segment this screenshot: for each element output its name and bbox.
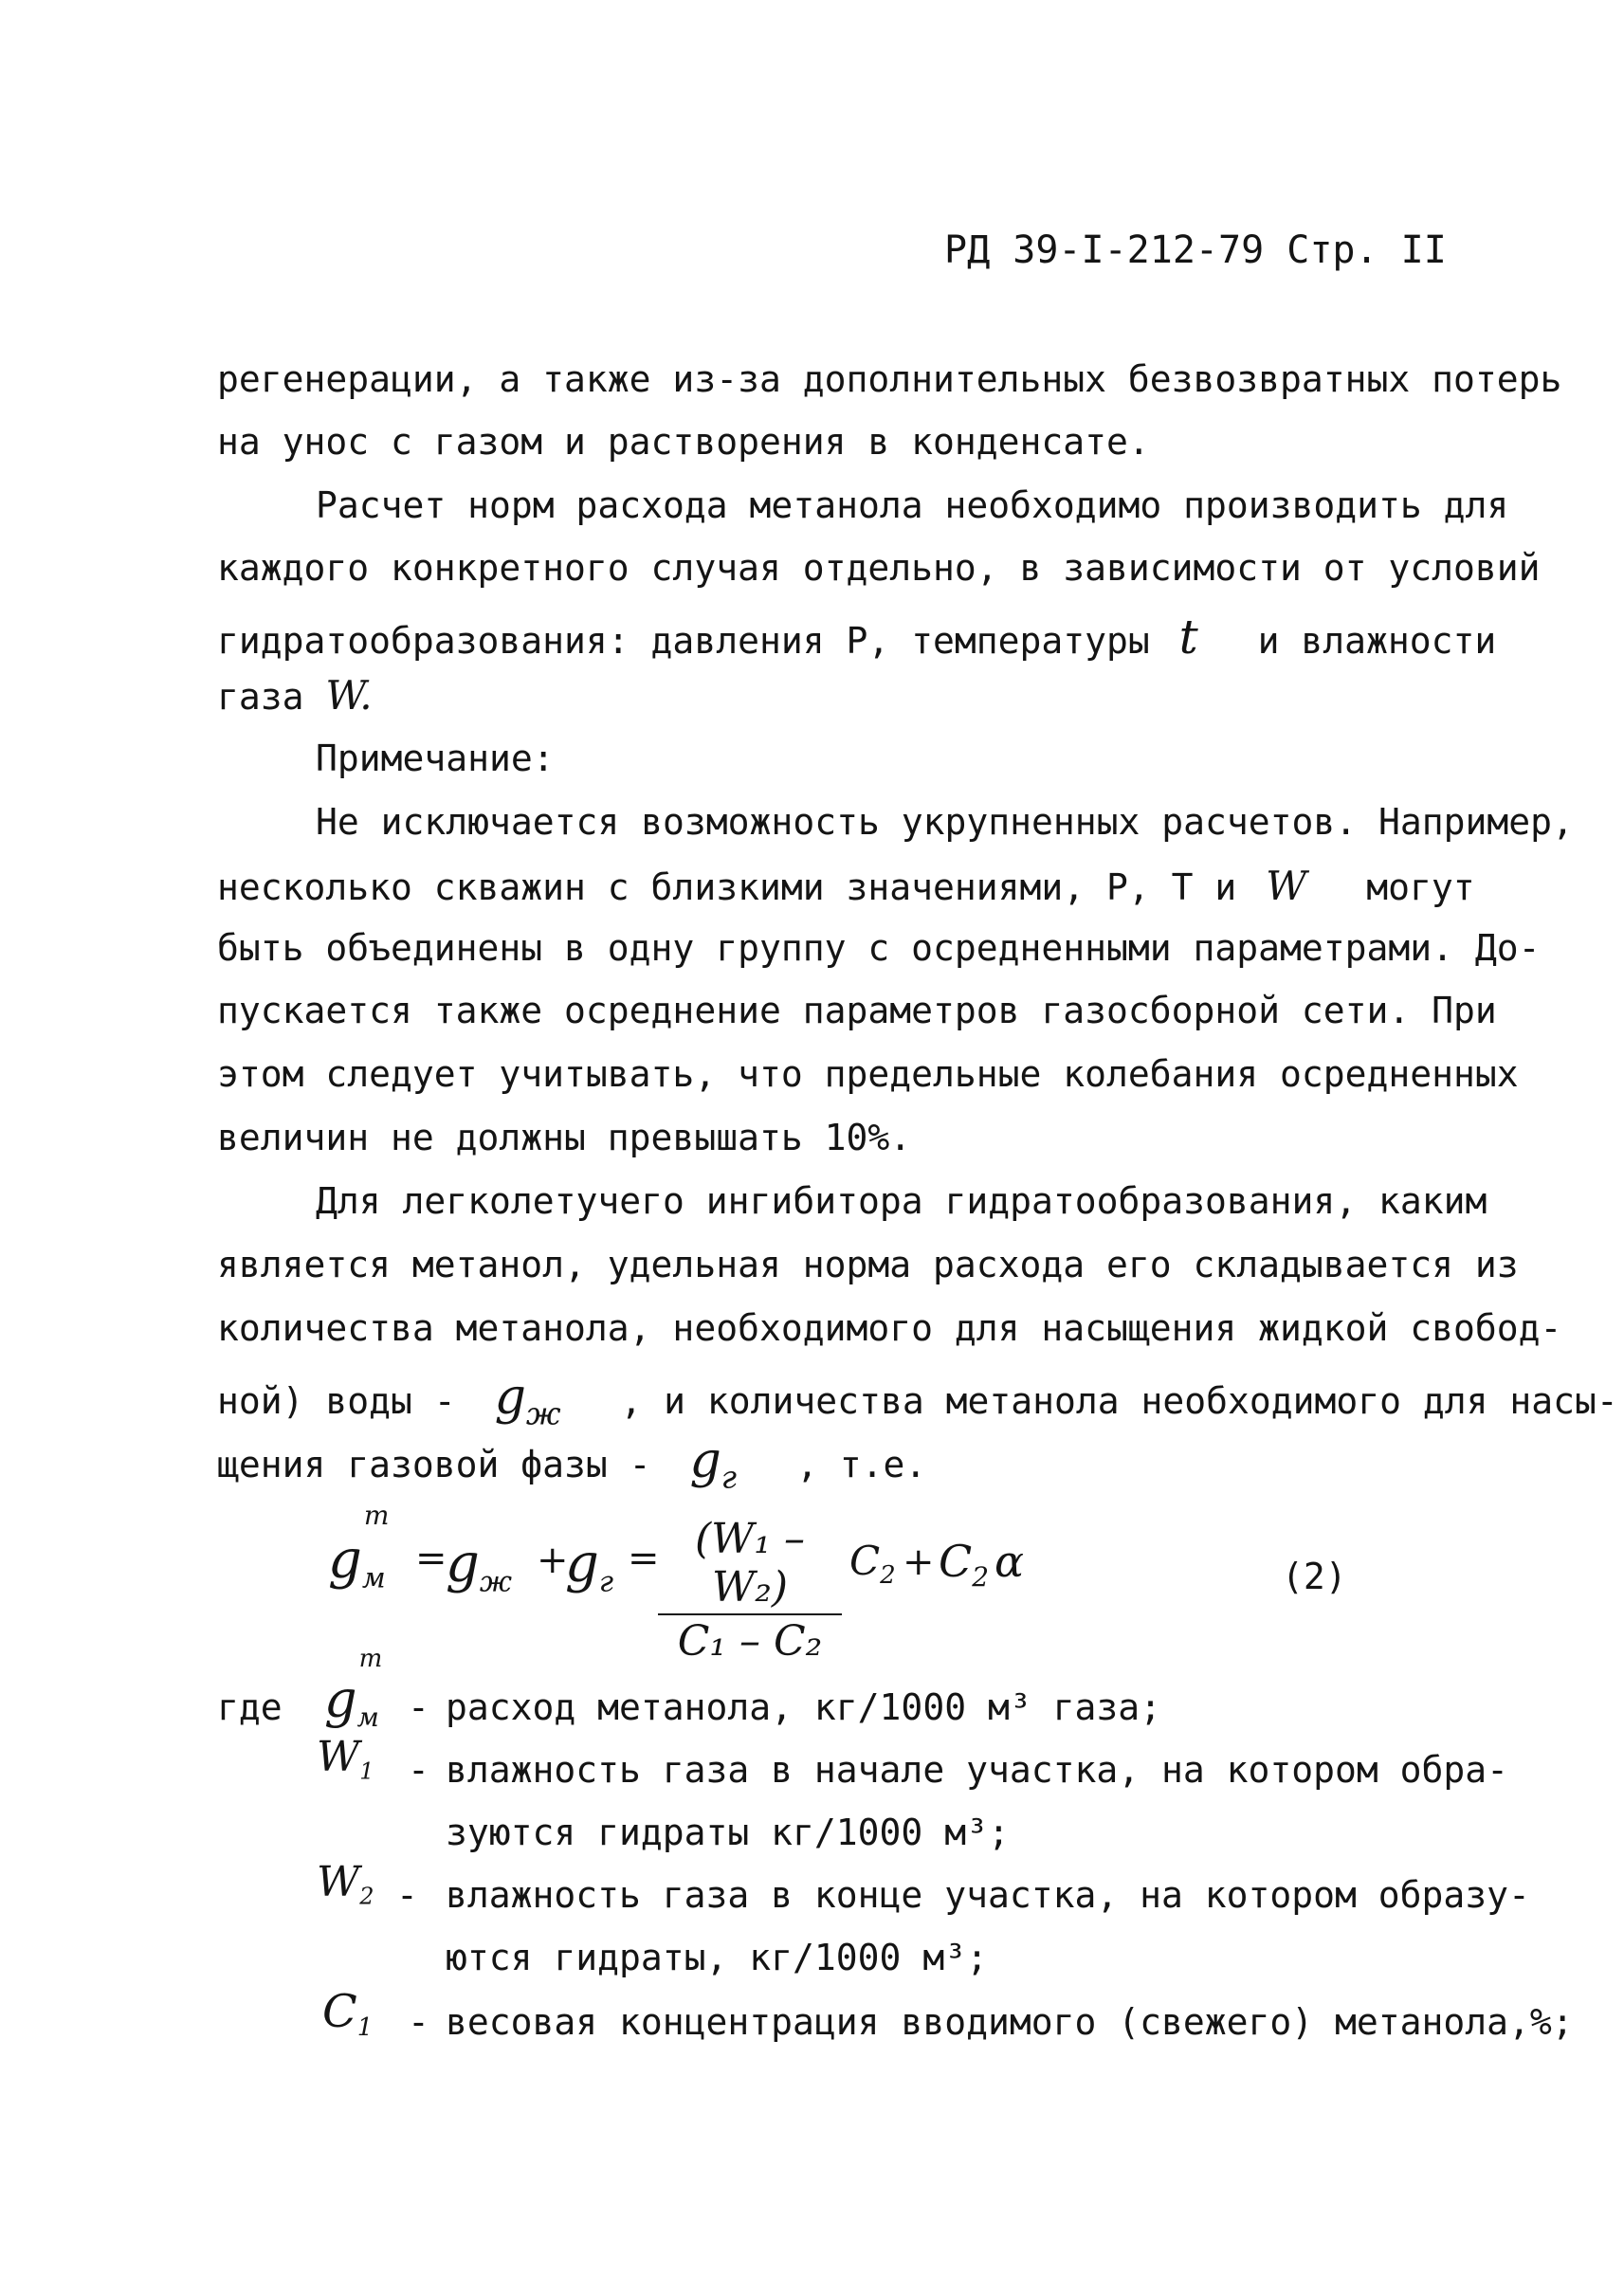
formula-eq1: = xyxy=(415,1537,447,1580)
note-line1: Не исключается возможность укрупненных расчетов. Например, xyxy=(316,801,1574,843)
formula-eq2: = xyxy=(628,1537,660,1580)
formula-c2: $C_2$ xyxy=(849,1538,896,1591)
symbol-w: W. xyxy=(325,672,373,719)
formula-fraction xyxy=(658,1515,842,1666)
def2-text-cont: зуются гидраты кг/1000 м³; xyxy=(446,1812,1010,1853)
symbol-w: W xyxy=(1266,863,1307,909)
formula-term-g-zh: $g_ж$ xyxy=(446,1533,512,1599)
def2-dash: - xyxy=(408,1749,429,1791)
symbol-g-g: $g_г$ xyxy=(689,1432,738,1496)
formula-plus1: + xyxy=(537,1539,569,1582)
def3-text-cont: ются гидраты, кг/1000 м³; xyxy=(446,1937,988,1978)
def3-symbol: $W_2$ xyxy=(317,1858,374,1910)
formula-number: (2) xyxy=(1282,1556,1347,1597)
def3-dash: - xyxy=(396,1874,418,1916)
para3-line2: является метанол, удельная норма расхода его складывается из xyxy=(217,1244,1519,1285)
para2-line3 xyxy=(217,610,1497,665)
para1-line1: регенерации, а также из-за дополнительных безвозвратных потерь xyxy=(217,358,1562,400)
def4-text: весовая концентрация вводимого (свежего) метанола,%; xyxy=(446,2001,1574,2043)
para3-line5-text-b: , т.е. xyxy=(795,1444,927,1485)
note-line5: этом следует учитывать, что предельные колебания осредненных xyxy=(217,1053,1519,1095)
note-line2 xyxy=(217,863,1475,909)
para3-line1: Для легколетучего ингибитора гидратообразования, каким xyxy=(316,1180,1487,1222)
def1-text: расход метанола, кг/1000 м³ газа; xyxy=(446,1686,1161,1728)
note-title: Примечание: xyxy=(316,738,555,779)
def4-symbol: $C_1$ xyxy=(322,1985,374,2043)
def1-dash: - xyxy=(408,1686,429,1728)
formula-c2-alpha: $C_2$ α xyxy=(939,1536,1025,1593)
para3-line4 xyxy=(217,1369,1618,1432)
note-line2-text-a: несколько скважин с близкими значениями, Р, Т и xyxy=(217,866,1237,908)
def4-dash: - xyxy=(408,2001,429,2043)
symbol-g-zh: $g_ж$ xyxy=(494,1369,561,1432)
def2-symbol: $W_1$ xyxy=(317,1733,374,1785)
symbol-t: t xyxy=(1178,610,1198,665)
note-line2-text-b: могут xyxy=(1366,866,1475,908)
para2-line4 xyxy=(217,672,373,719)
formula-fraction-bar xyxy=(658,1613,842,1615)
para2-line4-text: газа xyxy=(217,676,304,718)
formula-plus2: + xyxy=(903,1540,935,1584)
def2-text: влажность газа в начале участка, на котором обра- xyxy=(446,1749,1509,1791)
para3-line5-text-a: щения газовой фазы - xyxy=(217,1444,651,1485)
def3-text: влажность газа в конце участка, на котором образу- xyxy=(446,1874,1530,1916)
para3-line4-text-a: ной) воды - xyxy=(217,1380,456,1422)
note-line6: величин не должны превышать 10%. xyxy=(217,1117,912,1158)
para2-line2: каждого конкретного случая отдельно, в зависимости от условий xyxy=(217,547,1541,589)
formula-term-g-g: $g_г$ xyxy=(565,1533,614,1599)
para3-line4-text-b: , и количества метанола необходимого для насы- xyxy=(620,1380,1618,1422)
formula-lhs: g т $_м$ xyxy=(328,1500,390,1595)
note-line4: пускается также осреднение параметров газосборной сети. При xyxy=(217,990,1497,1031)
para2-line3-text-a: гидратообразования: давления Р, температуры xyxy=(217,620,1150,662)
para2-line1: Расчет норм расхода метанола необходимо производить для xyxy=(316,484,1509,526)
para2-line3-text-b: и влажности xyxy=(1257,620,1497,662)
para3-line3: количества метанола, необходимого для насыщения жидкой свобод- xyxy=(217,1307,1562,1349)
para1-line2: на унос с газом и растворения в конденсате. xyxy=(217,421,1150,463)
formula-numerator: (W₁ – W₂) xyxy=(694,1515,805,1612)
def1-symbol: g т $_м$ xyxy=(324,1645,383,1733)
page-header-code: РД 39-I-212-79 Стр. II xyxy=(944,228,1447,272)
note-line3: быть объединены в одну группу с осредненными параметрами. До- xyxy=(217,927,1541,969)
where-label: где xyxy=(217,1686,283,1728)
formula-denominator: C₁ – C₂ xyxy=(677,1617,823,1666)
para3-line5 xyxy=(217,1432,927,1496)
